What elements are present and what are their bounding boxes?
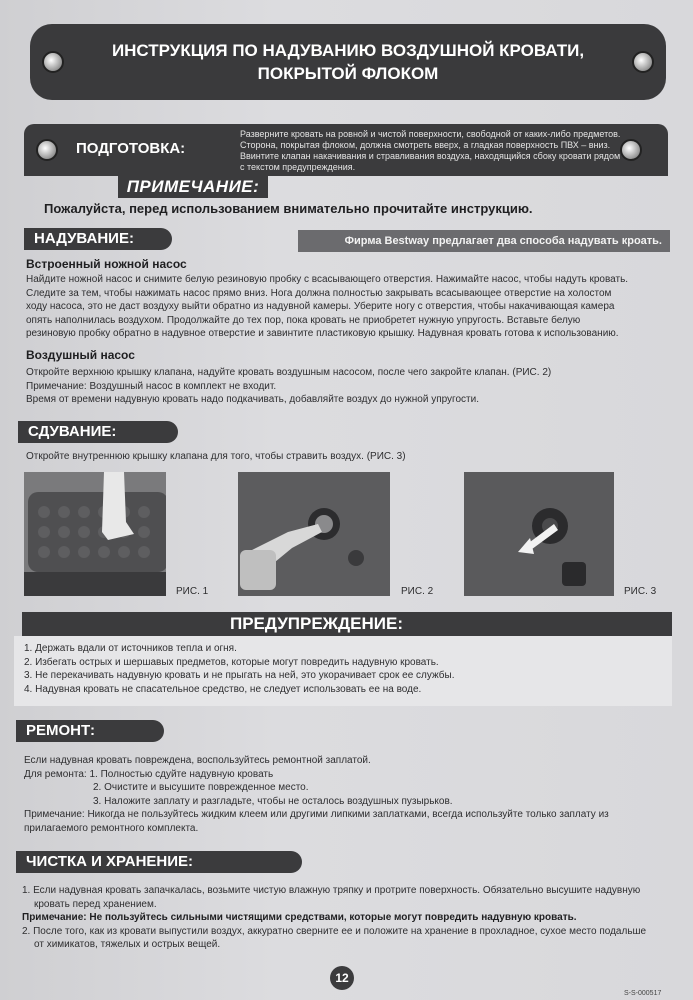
text-line: резиновую пробку обратно в надувное отверстие и завинтите пластиковую крышку. Надувная кровать готова к использованию. [26, 328, 619, 339]
valve-illustration [464, 472, 614, 596]
text-line: прилагаемого ремонтного комплекта. [24, 822, 199, 834]
page-number: 12 [330, 966, 354, 990]
note-title: ПРИМЕЧАНИЕ: [118, 176, 268, 198]
fig1-photo [24, 472, 166, 596]
text-line: Время от времени надувную кровать надо подкачивать, добавляйте воздух до нужной упругости. [26, 394, 479, 405]
text-line: ходу насоса, это не даст воздуху выйти обратно из надувной камеры. Уберите ногу с отверстия, чтобы накачивающая камера [26, 301, 615, 312]
fig2-photo [238, 472, 390, 596]
text-line: Если надувная кровать повреждена, воспользуйтесь ремонтной заплатой. [24, 755, 371, 766]
fig3-caption: РИС. 3 [624, 586, 657, 597]
text-line: кровать перед хранением. [34, 898, 157, 910]
document-code: S-S-000517 [624, 990, 662, 997]
text-line: опять наполнилась воздухом. Продолжайте до тех пор, пока кровать не приобретет нужную упругость. Вставьте белую [26, 314, 581, 326]
rivet-icon [42, 51, 64, 73]
note-text: Пожалуйста, перед использованием внимательно прочитайте инструкцию. [44, 201, 533, 216]
text-line: Следите за тем, чтобы нажимать насос прямо вниз. Нога должна полностью закрывать всасывающее отверстие на холостом [26, 287, 612, 299]
fig1-caption: РИС. 1 [176, 586, 209, 597]
warning-item: 2. Избегать острых и шершавых предметов, которые могут повредить надувную кровать. [24, 656, 439, 668]
text-line: от химикатов, тяжелых и острых вещей. [34, 939, 221, 950]
rivet-icon [632, 51, 654, 73]
fig2-caption: РИС. 2 [401, 586, 434, 597]
prep-line: Разверните кровать на ровной и чистой поверхности, свободной от каких-либо предметов. [240, 129, 621, 139]
air-pump-illustration [238, 472, 390, 596]
bestway-note: Фирма Bestway предлагает два способа надувать кроать. [298, 230, 670, 252]
preparation-title: ПОДГОТОВКА: [76, 140, 186, 157]
prep-line: Ввинтите клапан накачивания и стравливания воздуха, находящийся сбоку кровати рядом [240, 151, 621, 161]
banner-line-2: ПОКРЫТОЙ ФЛОКОМ [257, 64, 439, 83]
repair-title: РЕМОНТ: [16, 720, 164, 742]
preparation-text [240, 129, 650, 173]
air-pump-title: Воздушный насос [26, 348, 135, 362]
deflate-title: СДУВАНИЕ: [18, 421, 178, 443]
banner-line-1: ИНСТРУКЦИЯ ПО НАДУВАНИЮ ВОЗДУШНОЙ КРОВАТИ, [111, 41, 585, 60]
fig3-photo [464, 472, 614, 596]
repair-text [24, 754, 674, 835]
air-pump-text [26, 366, 676, 407]
inflate-title: НАДУВАНИЕ: [24, 228, 172, 250]
clean-title: ЧИСТКА И ХРАНЕНИЕ: [16, 851, 302, 873]
preparation-bar [24, 124, 668, 176]
title-banner [30, 24, 666, 100]
foot-pump-illustration [24, 472, 166, 596]
text-line: Примечание: Никогда не пользуйтесь жидким клеем или другими липкими заплатками, всегда используйте только заплату из [24, 809, 609, 820]
text-line: Найдите ножной насос и снимите белую резиновую пробку с всасывающего отверстия. Нажимайте насос, чтобы надуть кровать. [26, 274, 629, 285]
text-line: Откройте верхнюю крышку клапана, надуйте кровать воздушным насосом, после чего закройте клапан. (РИС. 2) [26, 367, 552, 378]
text-line: Примечание: Не пользуйтесь сильными чистящими средствами, которые могут повредить надувную кровать. [22, 912, 577, 923]
text-line: 2. Очистите и высушите поврежденное место. [93, 782, 309, 793]
clean-text [22, 884, 674, 952]
text-line: Примечание: Воздушный насос в комплект не входит. [26, 380, 277, 392]
text-line: 3. Наложите заплату и разгладьте, чтобы не осталось воздушных пузырьков. [93, 795, 453, 807]
text-line: 2. После того, как из кровати выпустили воздух, аккуратно сверните ее и положите на хранение в прохладное, сухое место подальше [22, 925, 647, 937]
foot-pump-text [26, 273, 676, 341]
warning-title: ПРЕДУПРЕЖДЕНИЕ: [230, 614, 403, 633]
foot-pump-title: Встроенный ножной насос [26, 257, 187, 271]
text-line: Для ремонта: 1. Полностью сдуйте надувную кровать [24, 768, 274, 780]
warning-item: 3. Не перекачивать надувную кровать и не прыгать на ней, это укорачивает срок ее службы. [24, 670, 455, 681]
text-line: 1. Если надувная кровать запачкалась, возьмите чистую влажную тряпку и протрите поверхность. Обязательно высушите надувную [22, 885, 641, 896]
deflate-text: Откройте внутреннюю крышку клапана для того, чтобы стравить воздух. (РИС. 3) [26, 451, 406, 462]
prep-line: Сторона, покрытая флоком, должна смотреть вверх, а гладкая поверхность ПВХ – вниз. [240, 140, 611, 150]
warning-item: 1. Держать вдали от источников тепла и огня. [24, 643, 237, 654]
warning-list [24, 642, 664, 696]
prep-line: с текстом предупреждения. [240, 162, 356, 172]
warning-item: 4. Надувная кровать не спасательное средство, не следует использовать ее на воде. [24, 683, 422, 695]
rivet-icon [36, 139, 58, 161]
